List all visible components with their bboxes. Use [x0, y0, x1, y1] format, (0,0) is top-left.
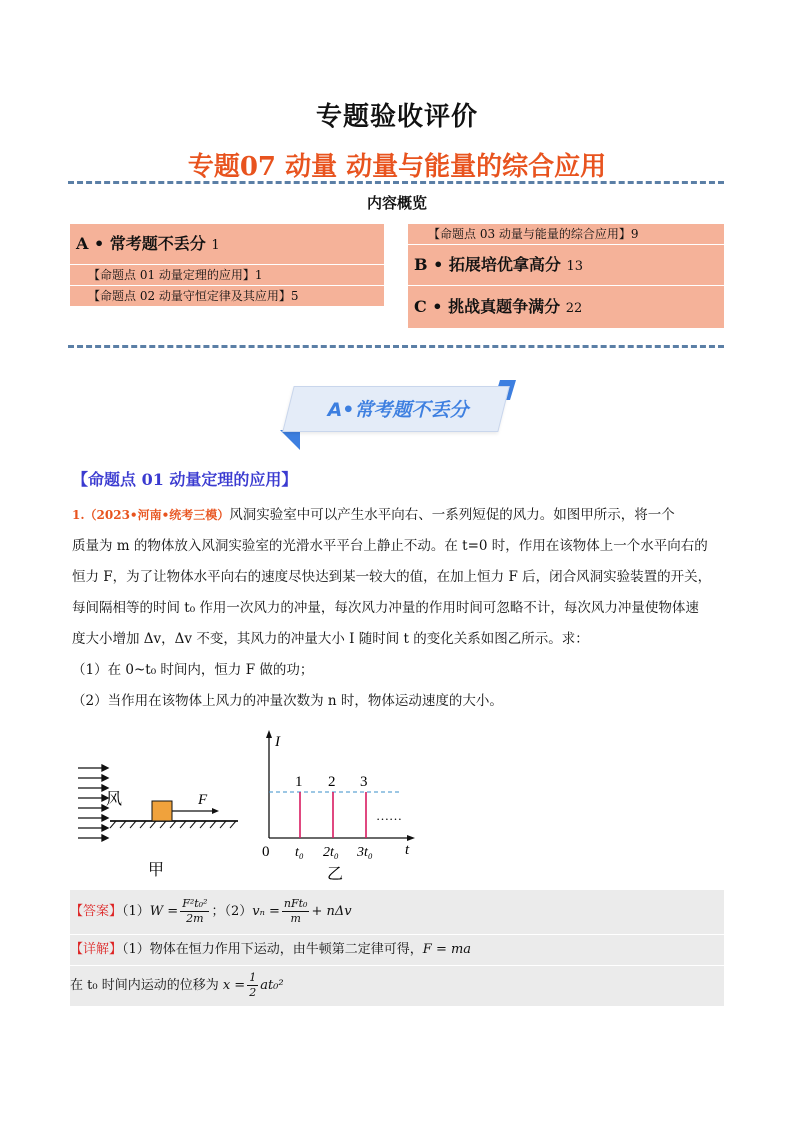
- section-banner: [278, 378, 518, 452]
- problem-line-3: 恒力 F，为了让物体水平向右的速度尽快达到某一较大的值，在加上恒力 F 后，闭合风洞实验装置的开关，: [72, 569, 712, 585]
- object-block: [152, 801, 172, 821]
- toc-section-a[interactable]: A • 常考题不丢分 1: [76, 234, 220, 253]
- half-fraction: $\frac{1}{2}$: [249, 971, 257, 999]
- detail-label: 【详解】: [70, 942, 123, 957]
- toc-section-b[interactable]: B • 拓展培优拿高分 13: [408, 244, 724, 285]
- tick-3t0: 3t₀: [357, 845, 373, 860]
- overview-left-box: [70, 224, 384, 306]
- x-axis-label: t: [405, 842, 410, 858]
- answer-v-fraction: $\frac{\text{nFt₀}}{m}$: [283, 897, 308, 925]
- peak-label-1: 1: [295, 774, 303, 790]
- peak-label-2: 2: [328, 774, 336, 790]
- ellipsis: ……: [376, 808, 402, 823]
- answer-label: 【答案】: [70, 904, 123, 919]
- question-2: （2）当作用在该物体上风力的冲量次数为 n 时，物体运动速度的大小。: [72, 693, 503, 709]
- problem-line-2: 质量为 m 的物体放入风洞实验室的光滑水平平台上静止不动。在 t=0 时，作用在该物体上一个水平向右的: [72, 538, 708, 554]
- divider-bottom: [68, 345, 724, 348]
- section-heading: 【命题点 01 动量定理的应用】: [72, 470, 298, 489]
- toc-section-c[interactable]: C • 挑战真题争满分 22: [408, 285, 724, 328]
- divider-top: [68, 181, 724, 184]
- figure-caption-yi: 乙: [327, 866, 344, 883]
- tick-t0: t₀: [295, 845, 304, 860]
- page-title: 专题验收评价: [315, 102, 478, 132]
- force-label: F: [198, 792, 208, 808]
- toc-item-02[interactable]: 【命题点 02 动量守恒定律及其应用】5: [70, 285, 384, 306]
- problem-line-4: 每间隔相等的时间 t₀ 作用一次风力的冲量，每次风力冲量的作用时间可忽略不计，每次风力冲量使物体速: [72, 600, 699, 616]
- figure-impulse-graph: [255, 728, 425, 886]
- banner-text: A•常考题不丢分: [327, 399, 469, 421]
- figure-caption-jia: 甲: [148, 862, 165, 879]
- toc-item-01[interactable]: 【命题点 01 动量定理的应用】1: [70, 264, 384, 285]
- toc-item-03[interactable]: 【命题点 03 动量与能量的综合应用】9: [428, 227, 639, 241]
- detail-row-1: 【详解】（1）物体在恒力作用下运动，由牛顿第二定律可得，F = ma: [70, 934, 724, 965]
- tick-2t0: 2t₀: [323, 845, 339, 860]
- peak-label-3: 3: [360, 774, 368, 790]
- answer-row: 【答案】（1）W = $\frac{\text{F²t₀²}}{2m}$ ；（2）vₙ = $\frac{\text{nFt₀}}{m}$ + nΔv: [70, 890, 724, 934]
- y-axis-label: I: [275, 734, 280, 750]
- newton-formula: F = ma: [422, 942, 472, 957]
- problem-text: [72, 500, 732, 717]
- question-1: （1）在 0~t₀ 时间内，恒力 F 做的功；: [72, 662, 314, 678]
- overview-title: 内容概览: [366, 194, 427, 212]
- problem-line-1: 1.（2023•河南•统考三模）风洞实验室中可以产生水平向右、一系列短促的风力。如图甲所示，将一个: [72, 507, 675, 523]
- problem-source: 1.（2023•河南•统考三模）: [72, 508, 230, 522]
- answer-w-fraction: $\frac{\text{F²t₀²}}{2m}$: [182, 897, 208, 925]
- problem-line-5: 度大小增加 Δv，Δv 不变，其风力的冲量大小 I 随时间 t 的变化关系如图乙所示。求：: [72, 631, 589, 647]
- overview-right-box: [408, 224, 724, 328]
- wind-label: 风: [106, 791, 123, 808]
- detail-row-2: 在 t₀ 时间内运动的位移为 x = $\frac{1}{2}$ at₀²: [70, 965, 724, 1006]
- origin-label: 0: [262, 844, 270, 860]
- topic-subtitle: 专题07 动量 动量与能量的综合应用: [187, 152, 607, 182]
- figure-wind-tunnel: [76, 760, 246, 885]
